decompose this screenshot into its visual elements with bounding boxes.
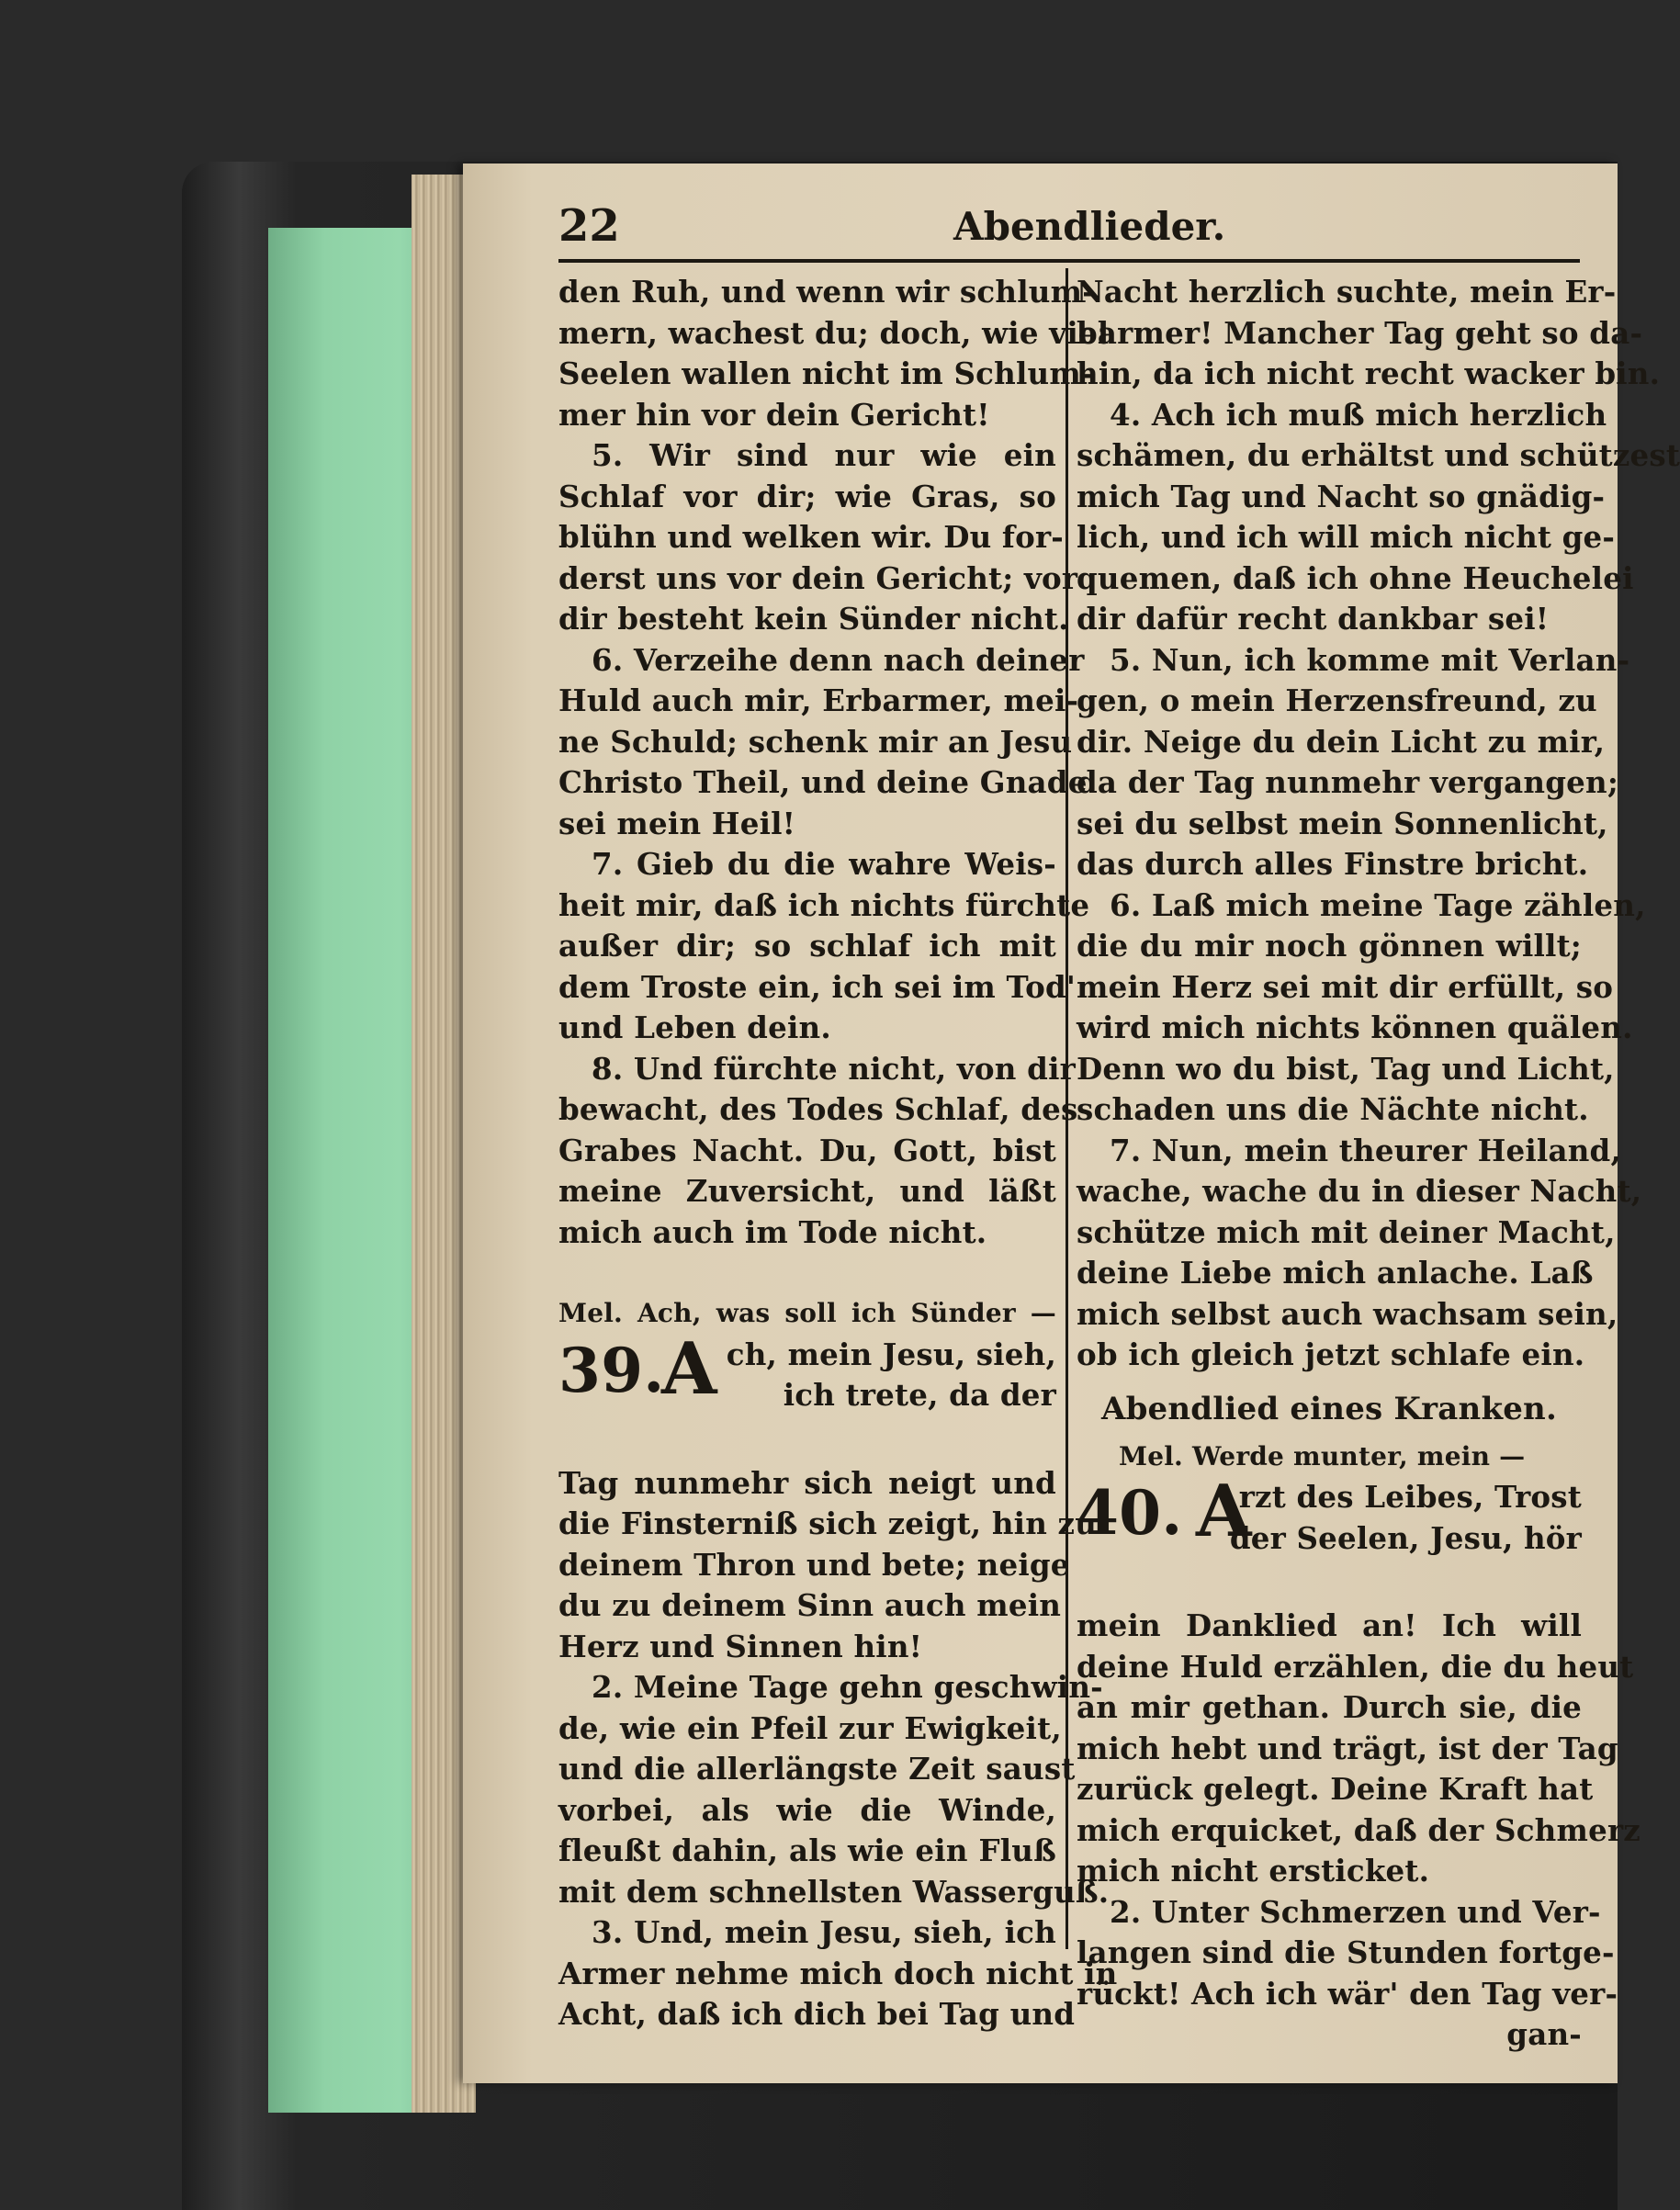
text-line: vorbei, als wie die Winde, <box>558 1791 1056 1828</box>
text-line: mern, wachest du; doch, wie viel <box>558 314 1110 351</box>
text-line: Nacht herzlich suchte, mein Er- <box>1077 274 1617 310</box>
text-line: Christo Theil, und deine Gnade <box>558 764 1088 800</box>
hymn-heading: Abendlied eines Kranken. <box>1101 1390 1557 1427</box>
text-line: 7. Gieb du die wahre Weis- <box>592 846 1056 882</box>
text-line: zurück gelegt. Deine Kraft hat <box>1077 1771 1594 1807</box>
text-line: 6. Laß mich meine Tage zählen, <box>1110 886 1646 923</box>
text-line: Seelen wallen nicht im Schlum- <box>558 355 1094 391</box>
melody-note: Mel. Werde munter, mein — <box>1119 1440 1526 1471</box>
text-line: langen sind die Stunden fortge- <box>1077 1934 1615 1970</box>
text-line: mein Herz sei mit dir erfüllt, so <box>1077 968 1614 1005</box>
text-line: dir. Neige du dein Licht zu mir, <box>1077 723 1606 760</box>
text-line: barmer! Mancher Tag geht so da- <box>1077 314 1643 351</box>
text-line: den Ruh, und wenn wir schlum- <box>558 274 1095 310</box>
text-line: Huld auch mir, Erbarmer, mei- <box>558 682 1079 718</box>
text-line: blühn und welken wir. Du for- <box>558 519 1065 555</box>
text-line: und die allerlängste Zeit saust <box>558 1751 1076 1787</box>
text-line: schaden uns die Nächte nicht. <box>1077 1091 1589 1127</box>
drop-initial: A <box>661 1326 717 1411</box>
text-line: meine Zuversicht, und läßt <box>558 1173 1056 1209</box>
text-line: 3. Und, mein Jesu, sieh, ich <box>592 1914 1056 1950</box>
text-line: mich nicht ersticket. <box>1077 1853 1430 1889</box>
catchword: gan- <box>1506 2016 1582 2052</box>
text-line: ch, mein Jesu, sieh, <box>726 1336 1056 1372</box>
text-line: deine Huld erzählen, die du heut <box>1077 1648 1634 1685</box>
drop-initial: A <box>1196 1470 1252 1553</box>
text-line: mein Danklied an! Ich will <box>1077 1607 1582 1643</box>
text-line: 4. Ach ich muß mich herzlich <box>1110 396 1607 433</box>
text-line: rückt! Ach ich wär' den Tag ver- <box>1077 1975 1618 2012</box>
text-line: 5. Wir sind nur wie ein <box>592 437 1056 473</box>
text-line: Grabes Nacht. Du, Gott, bist <box>558 1132 1056 1168</box>
right-column <box>1077 272 1680 2056</box>
text-line: sei mein Heil! <box>558 805 796 841</box>
text-line: schütze mich mit deiner Macht, <box>1077 1213 1616 1250</box>
running-header <box>558 200 1578 255</box>
text-line: schämen, du erhältst und schützest <box>1077 437 1680 473</box>
text-line: fleußt dahin, als wie ein Fluß <box>558 1832 1056 1868</box>
text-line: 7. Nun, mein theurer Heiland, <box>1110 1132 1621 1168</box>
header-rule <box>558 259 1580 263</box>
text-line: mich Tag und Nacht so gnädig- <box>1077 478 1606 514</box>
text-line: 6. Verzeihe denn nach deiner <box>592 641 1085 678</box>
text-line: gen, o mein Herzensfreund, zu <box>1077 682 1597 718</box>
hymn-39-opening <box>558 1326 1056 1463</box>
text-line: deinem Thron und bete; neige <box>558 1546 1070 1583</box>
text-line: dir dafür recht dankbar sei! <box>1077 601 1550 637</box>
text-line: die du mir noch gönnen willt; <box>1077 928 1582 964</box>
text-line: 5. Nun, ich komme mit Verlan- <box>1110 641 1630 678</box>
text-line: bewacht, des Todes Schlaf, des <box>558 1091 1078 1127</box>
text-line: quemen, daß ich ohne Heuchelei <box>1077 559 1634 596</box>
hymn-number: 40. <box>1077 1477 1183 1549</box>
left-column <box>558 272 1118 2035</box>
text-line: mich erquicket, daß der Schmerz <box>1077 1811 1641 1848</box>
text-line: dir besteht kein Sünder nicht. <box>558 601 1069 637</box>
text-line: ob ich gleich jetzt schlafe ein. <box>1077 1336 1585 1372</box>
hymn-40-opening <box>1077 1470 1582 1606</box>
text-line: heit mir, daß ich nichts fürchte <box>558 886 1090 923</box>
hymn-number: 39. <box>558 1334 665 1406</box>
text-line: Schlaf vor dir; wie Gras, so <box>558 478 1056 514</box>
text-line: Armer nehme mich doch nicht in <box>558 1955 1118 1991</box>
text-line: 8. Und fürchte nicht, von dir <box>592 1050 1076 1087</box>
text-line: 2. Meine Tage gehn geschwin- <box>592 1669 1103 1705</box>
text-line: deine Liebe mich anlache. Laß <box>1077 1255 1594 1291</box>
text-line: das durch alles Finstre bricht. <box>1077 846 1589 882</box>
text-line: außer dir; so schlaf ich mit <box>558 928 1056 964</box>
page-number: 22 <box>558 200 620 252</box>
text-line: rzt des Leibes, Trost <box>1238 1479 1582 1515</box>
text-line: Herz und Sinnen hin! <box>558 1628 923 1664</box>
text-line: mich selbst auch wachsam sein, <box>1077 1295 1618 1332</box>
text-line: ne Schuld; schenk mir an Jesu <box>558 723 1073 760</box>
text-line: mich hebt und trägt, ist der Tag <box>1077 1730 1618 1766</box>
text-line: ich trete, da der <box>783 1377 1056 1413</box>
text-line: Tag nunmehr sich neigt und <box>558 1464 1056 1501</box>
text-line: mich auch im Tode nicht. <box>558 1213 987 1250</box>
text-line: hin, da ich nicht recht wacker bin. <box>1077 355 1661 391</box>
text-line: die Finsterniß sich zeigt, hin zu <box>558 1505 1098 1541</box>
text-line: derst uns vor dein Gericht; vor <box>558 559 1078 596</box>
text-line: du zu deinem Sinn auch mein <box>558 1587 1062 1623</box>
melody-note: Mel. Ach, was soll ich Sünder — <box>558 1298 1056 1328</box>
text-line: sei du selbst mein Sonnenlicht, <box>1077 805 1608 841</box>
text-line: der Seelen, Jesu, hör <box>1229 1519 1582 1556</box>
text-line: und Leben dein. <box>558 1009 831 1045</box>
text-line: wache, wache du in dieser Nacht, <box>1077 1173 1642 1209</box>
text-line: Acht, daß ich dich bei Tag und <box>558 1996 1076 2032</box>
text-line: 2. Unter Schmerzen und Ver- <box>1110 1893 1601 1930</box>
text-line: dem Troste ein, ich sei im Tod' <box>558 968 1077 1005</box>
text-line: wird mich nichts können quälen. <box>1077 1009 1633 1045</box>
text-line: mit dem schnellsten Wasserguß. <box>558 1873 1110 1910</box>
text-line: mer hin vor dein Gericht! <box>558 396 990 433</box>
text-line: lich, und ich will mich nicht ge- <box>1077 519 1616 555</box>
text-line: Denn wo du bist, Tag und Licht, <box>1077 1050 1615 1087</box>
text-line: de, wie ein Pfeil zur Ewigkeit, <box>558 1709 1062 1746</box>
text-line: an mir gethan. Durch sie, die <box>1077 1689 1582 1725</box>
running-title: Abendlieder. <box>953 204 1226 249</box>
text-line: da der Tag nunmehr vergangen; <box>1077 764 1619 800</box>
